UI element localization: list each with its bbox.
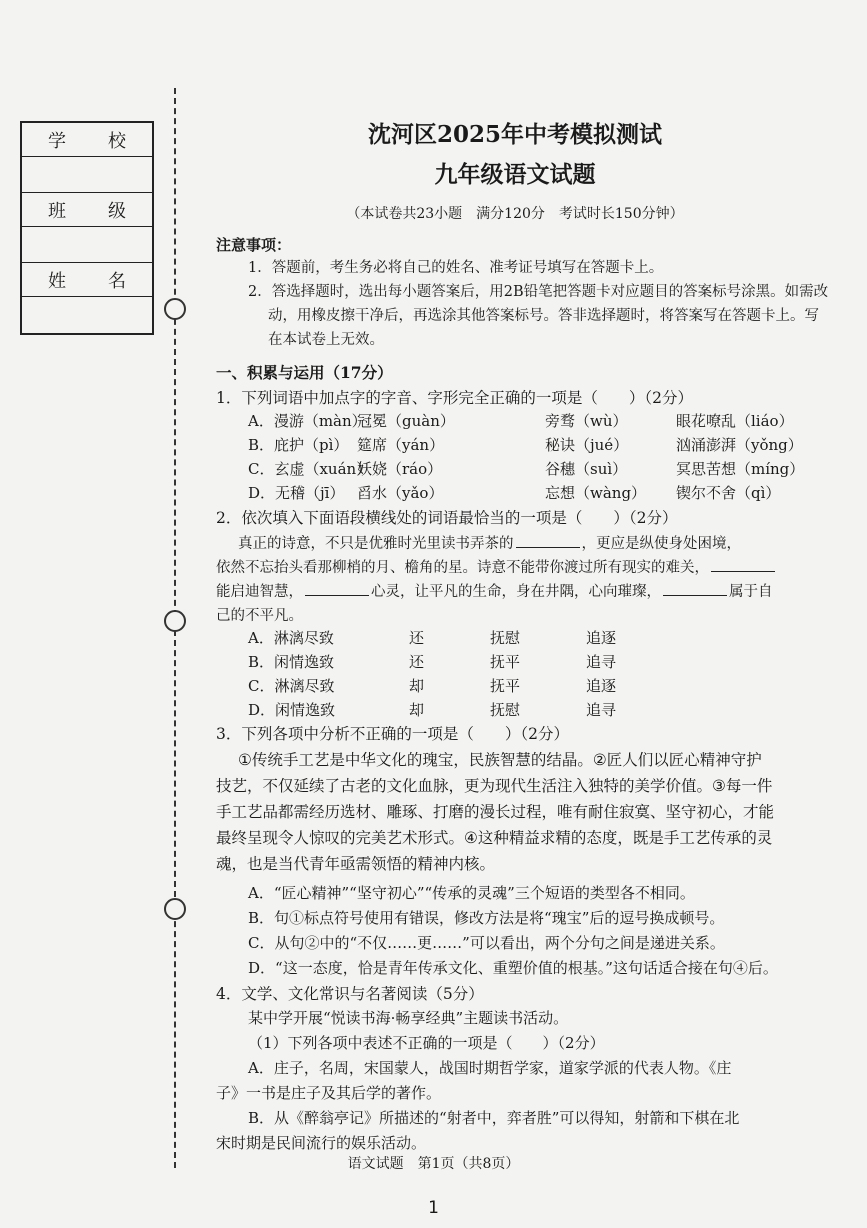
q1-word: 舀水（yǎo） xyxy=(357,484,444,502)
q4-option-b-cont: 宋时期是民间流行的娱乐活动。 xyxy=(216,1134,427,1152)
school-field[interactable] xyxy=(22,157,152,193)
q4-option-a-cont: 子》一书是庄子及其后学的著作。 xyxy=(216,1084,442,1102)
q1-stem: 1．下列词语中加点字的字音、字形完全正确的一项是（ ）（2分） xyxy=(216,389,693,407)
page-footer: 语文试题 第1页（共8页） xyxy=(347,1156,520,1172)
q1-option-a[interactable]: A．漫游（màn） xyxy=(248,412,367,430)
q1-word: 旁骛（wù） xyxy=(545,412,628,430)
q2-para-line: 真正的诗意，不只是优雅时光里读书弄茶的 ，更应是纵使身处困境， xyxy=(238,536,741,552)
q1-word: 眼花嘹乱（liáo） xyxy=(676,412,794,430)
q2-para-line: 能启迪智慧， 心灵，让平凡的生命，身在井隅，心向璀璨， 属于自 xyxy=(216,584,773,600)
q4-intro: 某中学开展“悦读书海·畅享经典”主题读书活动。 xyxy=(248,1009,569,1027)
q1-option-c[interactable]: C．玄虚（xuán） xyxy=(248,460,372,478)
q3-stem: 3．下列各项中分析不正确的一项是（ ）（2分） xyxy=(216,725,569,743)
page-number: 1 xyxy=(428,1198,439,1218)
notice-item: 动，用橡皮擦干净后，再选涂其他答案标号。答非选择题时，将答案写在答题卡上。写 xyxy=(268,308,819,324)
q3-option-a[interactable]: A．“匠心精神”“坚守初心”“传承的灵魂”三个短语的类型各不相同。 xyxy=(248,884,695,902)
q1-word: 冠冕（guàn） xyxy=(357,412,455,430)
q3-para-line: 最终呈现令人惊叹的完美艺术形式。④这种精益求精的态度，既是手工艺传承的灵 xyxy=(216,829,773,847)
q1-word: 冥思苦想（míng） xyxy=(676,460,805,478)
q2-word: 还 xyxy=(409,629,425,647)
notice-item: 在本试卷上无效。 xyxy=(268,332,384,348)
q2-word: 抚平 xyxy=(490,653,521,671)
q2-word: 抚慰 xyxy=(490,629,521,647)
q2-option-d[interactable]: D．闲情逸致 xyxy=(248,701,336,719)
q1-option-b[interactable]: B．庇护（pì） xyxy=(248,436,349,454)
class-field[interactable] xyxy=(22,227,152,263)
q3-option-b[interactable]: B．句①标点符号使用有错误，修改方法是将“瑰宝”后的逗号换成顿号。 xyxy=(248,909,725,927)
q2-word: 抚慰 xyxy=(490,701,521,719)
q3-para-line: 魂，也是当代青年亟需领悟的精神内核。 xyxy=(216,855,496,873)
q1-word: 汹涌澎湃（yǒng） xyxy=(676,436,803,454)
section-heading: 一、积累与运用（17分） xyxy=(216,363,393,382)
q2-option-b[interactable]: B．闲情逸致 xyxy=(248,653,335,671)
q4-sub1-stem: （1）下列各项中表述不正确的一项是（ ）（2分） xyxy=(248,1034,605,1052)
q3-para-line: ①传统手工艺是中华文化的瑰宝，民族智慧的结晶。②匠人们以匠心精神守护 xyxy=(238,751,762,769)
q2-option-c[interactable]: C．淋漓尽致 xyxy=(248,677,335,695)
q1-option-d[interactable]: D．无稽（jī） xyxy=(248,484,345,502)
q3-option-d[interactable]: D．“这一态度，恰是青年传承文化、重塑价值的根基。”这句话适合接在句④后。 xyxy=(248,959,778,977)
q3-option-c[interactable]: C．从句②中的“不仅……更……”可以看出，两个分句之间是递进关系。 xyxy=(248,934,725,952)
exam-subtitle: 九年级语文试题 xyxy=(434,161,596,188)
q4-stem: 4．文学、文化常识与名著阅读（5分） xyxy=(216,985,484,1003)
q2-para-line: 己的不平凡。 xyxy=(216,608,303,624)
q2-word: 却 xyxy=(409,701,425,719)
q4-option-b[interactable]: B．从《醉翁亭记》所描述的“射者中，弈者胜”可以得知，射箭和下棋在北 xyxy=(248,1109,740,1127)
student-info-box xyxy=(20,121,154,335)
q2-para-line: 依然不忘抬头看那柳梢的月、檐角的星。诗意不能带你渡过所有现实的难关， xyxy=(216,556,777,577)
q1-word: 妖娆（ráo） xyxy=(357,460,443,478)
exam-meta: （本试卷共23小题 满分120分 考试时长150分钟） xyxy=(346,206,684,222)
q2-word: 追逐 xyxy=(586,677,617,695)
binding-hole-2 xyxy=(164,610,186,632)
school-label: 学 校 xyxy=(22,123,152,157)
binding-hole-1 xyxy=(164,298,186,320)
name-label: 姓 名 xyxy=(22,263,152,297)
q2-word: 抚平 xyxy=(490,677,521,695)
q2-stem: 2．依次填入下面语段横线处的词语最恰当的一项是（ ）（2分） xyxy=(216,509,678,527)
q3-para-line: 手工艺品都需经历选材、雕琢、打磨的漫长过程，唯有耐住寂寞、坚守初心，才能 xyxy=(216,803,775,821)
q1-word: 秘诀（jué） xyxy=(545,436,629,454)
q2-word: 还 xyxy=(409,653,425,671)
name-field[interactable] xyxy=(22,297,152,333)
q1-word: 筵席（yán） xyxy=(357,436,445,454)
q2-word: 追逐 xyxy=(586,629,617,647)
q2-option-a[interactable]: A．淋漓尽致 xyxy=(248,629,334,647)
q4-option-a[interactable]: A．庄子，名周，宋国蒙人，战国时期哲学家，道家学派的代表人物。《庄 xyxy=(248,1059,732,1077)
class-label: 班 级 xyxy=(22,193,152,227)
notice-item: 2．答选择题时，选出每小题答案后，用2B铅笔把答题卡对应题目的答案标号涂黑。如需改 xyxy=(248,284,829,300)
q1-word: 忘想（wàng） xyxy=(545,484,647,502)
q2-word: 追寻 xyxy=(586,701,617,719)
q1-word: 锲尔不舍（qì） xyxy=(676,484,781,502)
binding-hole-3 xyxy=(164,898,186,920)
exam-title: 沈河区2025年中考模拟测试 xyxy=(367,121,662,148)
q2-word: 却 xyxy=(409,677,425,695)
notice-item: 1．答题前，考生务必将自己的姓名、准考证号填写在答题卡上。 xyxy=(248,260,664,276)
notice-heading: 注意事项： xyxy=(216,236,292,254)
q2-word: 追寻 xyxy=(586,653,617,671)
q1-word: 谷穗（suì） xyxy=(545,460,628,478)
q3-para-line: 技艺，不仅延续了古老的文化血脉，更为现代生活注入独特的美学价值。③每一件 xyxy=(216,777,773,795)
